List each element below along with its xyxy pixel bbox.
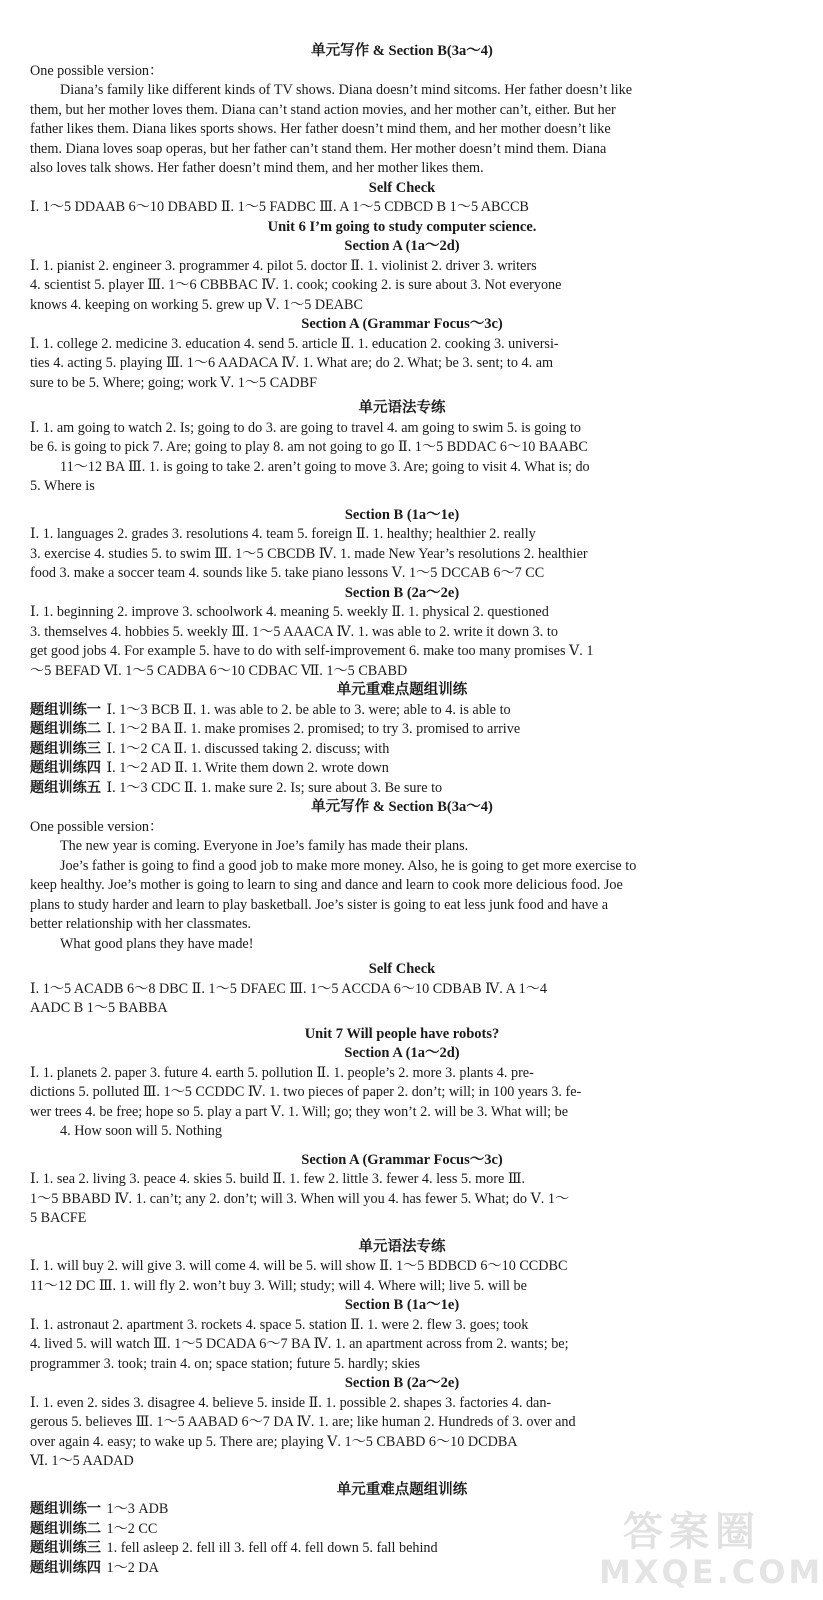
section-heading: 单元写作 & Section B(3a～4)	[311, 43, 493, 59]
answer-line: 3. themselves 4. hobbies 5. weekly Ⅲ. 1～5 AAACA Ⅳ. 1. was able to 2. write it down 3. to	[30, 623, 558, 640]
text-line: them, but her mother loves them. Diana can’t stand action movies, and her mother can’t, either. But her	[30, 101, 616, 118]
answer-line: 11～12 DC Ⅲ. 1. will fly 2. won’t buy 3. Will; study; will 4. Where will; live 5. will be	[30, 1277, 527, 1294]
answer-line: 3. exercise 4. studies 5. to swim Ⅲ. 1～5 CBCDB Ⅳ. 1. made New Year’s resolutions 2. healthier	[30, 545, 588, 562]
drill-group-label: 题组训练二	[30, 721, 101, 737]
section-heading: Section A (Grammar Focus～3c)	[301, 316, 503, 332]
unit-title: Unit 6 I’m going to study computer science.	[267, 218, 537, 235]
answer-line: be 6. is going to pick 7. Are; going to play 8. am not going to go Ⅱ. 1～5 BDDAC 6～10 BAABC	[30, 439, 588, 455]
answer-line: ～5 BEFAD Ⅵ. 1～5 CADBA 6～10 CDBAC Ⅶ. 1～5 CBABD	[30, 662, 408, 679]
answer-line: over again 4. easy; to wake up 5. There are; playing Ⅴ. 1～5 CBABD 6～10 DCDBA	[30, 1433, 518, 1450]
answer-line: Ⅰ. 1～5 ACADB 6～8 DBC Ⅱ. 1～5 DFAEC Ⅲ. 1～5 ACCDA 6～10 CDBAB Ⅳ. A 1～4	[30, 980, 548, 997]
drill-group-line	[30, 720, 774, 740]
unit-title: Unit 7 Will people have robots?	[304, 1025, 500, 1042]
drill-group-answers: 1～2 CC	[106, 1520, 158, 1537]
drill-group-answers: Ⅰ. 1～2 CA Ⅱ. 1. discussed taking 2. discuss; with	[106, 740, 390, 757]
drill-group-answers: Ⅰ. 1～2 AD Ⅱ. 1. Write them down 2. wrote down	[106, 760, 389, 776]
section-heading: Self Check	[368, 179, 436, 196]
answer-line: 1～5 BBABD Ⅳ. 1. can’t; any 2. don’t; will 3. When will you 4. has fewer 5. What; do Ⅴ. 1～	[30, 1190, 570, 1207]
essay-paragraph: Joe’s father is going to find a good job to make more money. Also, he is going to get more exercise to	[60, 857, 637, 874]
text-line: One possible version：	[30, 818, 164, 835]
section-heading: 单元语法专练	[358, 1238, 446, 1255]
section-heading: Self Check	[368, 961, 436, 977]
answer-line: wer trees 4. be free; hope so 5. play a part Ⅴ. 1. Will; go; they won’t 2. will be 3. What will; be	[30, 1103, 569, 1120]
drill-group-label: 题组训练四	[30, 1559, 101, 1576]
answer-line: get good jobs 4. For example 5. have to do with self-improvement 6. make too many promises Ⅴ. 1	[30, 643, 594, 659]
drill-group-line	[30, 701, 774, 721]
answer-key-page	[30, 42, 774, 1578]
section-heading: Section B (1a～1e)	[344, 506, 460, 523]
section-heading: Section A (1a～2d)	[344, 238, 460, 254]
answer-line: sure to be 5. Where; going; work Ⅴ. 1～5 CADBF	[30, 374, 318, 391]
section-heading: Section B (2a～2e)	[344, 1375, 460, 1391]
drill-group-label: 题组训练五	[30, 779, 101, 796]
answer-line: Ⅰ. 1. beginning 2. improve 3. schoolwork 4. meaning 5. weekly Ⅱ. 1. physical 2. questioned	[30, 604, 549, 620]
answer-line: ties 4. acting 5. playing Ⅲ. 1～6 AADACA Ⅳ. 1. What are; do 2. What; be 3. sent; to 4. am	[30, 355, 554, 371]
section-heading: Section A (1a～2d)	[344, 1045, 460, 1061]
section-heading: 单元语法专练	[358, 400, 446, 416]
text-line: father likes them. Diana likes sports shows. Her father doesn’t mind them, and her mother doesn’t like	[30, 121, 611, 137]
section-heading: Section A (Grammar Focus～3c)	[301, 1151, 503, 1168]
answer-line: knows 4. keeping on working 5. grew up Ⅴ. 1～5 DEABC	[30, 296, 363, 313]
answer-line: Ⅰ. 1. languages 2. grades 3. resolutions 4. team 5. foreign Ⅱ. 1. healthy; healthier 2. really	[30, 526, 536, 542]
text-line: One possible version：	[30, 62, 164, 79]
answer-line: Ⅰ. 1～5 DDAAB 6～10 DBABD Ⅱ. 1～5 FADBC Ⅲ. A 1～5 CDBCD B 1～5 ABCCB	[30, 199, 529, 215]
answer-line: dictions 5. polluted Ⅲ. 1～5 CCDDC Ⅳ. 1. two pieces of paper 2. don’t; will; in 100 years 3. fe-	[30, 1084, 582, 1100]
answer-line: Ⅰ. 1. planets 2. paper 3. future 4. earth 5. pollution Ⅱ. 1. people’s 2. more 3. plants 4. pre-	[30, 1064, 534, 1081]
drill-group-answers: 1～2 DA	[106, 1559, 159, 1576]
text-line: also loves talk shows. Her father doesn’t mind them, and her mother likes them.	[30, 160, 484, 176]
answer-line: 5. Where is	[30, 478, 95, 494]
drill-group-label: 题组训练二	[30, 1520, 101, 1537]
answer-line: AADC B 1～5 BABBA	[30, 1000, 168, 1016]
drill-group-label: 题组训练三	[30, 1540, 101, 1556]
watermark-logo	[599, 1508, 823, 1594]
drill-group-line	[30, 740, 774, 760]
answer-line: Ⅰ. 1. will buy 2. will give 3. will come 4. will be 5. will show Ⅱ. 1～5 BDBCD 6～10 CCDBC	[30, 1258, 568, 1274]
answer-line: 4. How soon will 5. Nothing	[60, 1123, 222, 1139]
answer-line: Ⅰ. 1. astronaut 2. apartment 3. rockets 4. space 5. station Ⅱ. 1. were 2. flew 3. goes; took	[30, 1316, 529, 1333]
drill-group-label: 题组训练三	[30, 740, 101, 757]
answer-line: programmer 3. took; train 4. on; space station; future 5. hardly; skies	[30, 1355, 421, 1372]
drill-group-label: 题组训练四	[30, 760, 101, 776]
answer-line: Ⅰ. 1. even 2. sides 3. disagree 4. believe 5. inside Ⅱ. 1. possible 2. shapes 3. factories 4. dan-	[30, 1394, 552, 1411]
essay-paragraph: Diana’s family like different kinds of TV shows. Diana doesn’t mind sitcoms. Her father doesn’t like	[60, 82, 632, 98]
watermark-en-text: MXQE.COM	[599, 1553, 823, 1591]
answer-line: 5 BACFE	[30, 1210, 87, 1226]
answer-line: 4. scientist 5. player Ⅲ. 1～6 CBBBAC Ⅳ. 1. cook; cooking 2. is sure about 3. Not everyone	[30, 277, 562, 293]
drill-group-label: 题组训练一	[30, 701, 101, 718]
answer-line: Ⅰ. 1. sea 2. living 3. peace 4. skies 5. build Ⅱ. 1. few 2. little 3. fewer 4. less 5. more Ⅲ.	[30, 1171, 526, 1187]
text-line: better relationship with her classmates.	[30, 916, 252, 932]
section-heading: 单元写作 & Section B(3a～4)	[311, 799, 493, 815]
drill-group-answers: Ⅰ. 1～3 CDC Ⅱ. 1. make sure 2. Is; sure about 3. Be sure to	[106, 779, 443, 796]
drill-group-label: 题组训练一	[30, 1501, 101, 1517]
essay-paragraph: The new year is coming. Everyone in Joe’s family has made their plans.	[60, 838, 469, 854]
answer-line: Ⅰ. 1. pianist 2. engineer 3. programmer 4. pilot 5. doctor Ⅱ. 1. violinist 2. driver 3. writers	[30, 257, 537, 274]
answer-line: 4. lived 5. will watch Ⅲ. 1～5 DCADA 6～7 BA Ⅳ. 1. an apartment across from 2. wants; be;	[30, 1336, 569, 1352]
section-heading: Section B (2a～2e)	[344, 584, 460, 601]
answer-line: Ⅰ. 1. am going to watch 2. Is; going to do 3. are going to travel 4. am going to swim 5. is going to	[30, 419, 581, 436]
answer-line: food 3. make a soccer team 4. sounds like 5. take piano lessons Ⅴ. 1～5 DCCAB 6～7 CC	[30, 565, 545, 581]
section-heading: 单元重难点题组训练	[336, 1481, 468, 1498]
text-line: them. Diana loves soap operas, but her father can’t stand them. Her mother doesn’t mind them. Diana	[30, 140, 607, 157]
drill-group-line	[30, 779, 774, 799]
watermark-cn-text: 答案圈	[623, 1509, 761, 1555]
answer-line: Ⅵ. 1～5 AADAD	[30, 1453, 134, 1469]
answer-line: Ⅰ. 1. college 2. medicine 3. education 4. send 5. article Ⅱ. 1. education 2. cooking 3. universi-	[30, 335, 559, 352]
section-heading: 单元重难点题组训练	[336, 682, 468, 698]
drill-group-answers: 1～3 ADB	[106, 1501, 169, 1517]
answer-line: gerous 5. believes Ⅲ. 1～5 AABAD 6～7 DA Ⅳ. 1. are; like human 2. Hundreds of 3. over and	[30, 1414, 576, 1430]
answer-line: 11～12 BA Ⅲ. 1. is going to take 2. aren’t going to move 3. Are; going to visit 4. What is; do	[60, 458, 590, 475]
text-line: keep healthy. Joe’s mother is going to learn to sing and dance and learn to cook more delicious food. Joe	[30, 877, 623, 893]
essay-paragraph: What good plans they have made!	[60, 935, 254, 952]
drill-group-answers: Ⅰ. 1～3 BCB Ⅱ. 1. was able to 2. be able to 3. were; able to 4. is able to	[106, 701, 511, 718]
text-line: plans to study harder and learn to play basketball. Joe’s sister is going to eat less junk food and have a	[30, 896, 609, 913]
drill-group-answers: 1. fell asleep 2. fell ill 3. fell off 4. fell down 5. fall behind	[106, 1540, 438, 1556]
drill-group-line	[30, 759, 774, 779]
section-heading: Section B (1a～1e)	[344, 1297, 460, 1313]
drill-group-answers: Ⅰ. 1～2 BA Ⅱ. 1. make promises 2. promised; to try 3. promised to arrive	[106, 721, 521, 737]
